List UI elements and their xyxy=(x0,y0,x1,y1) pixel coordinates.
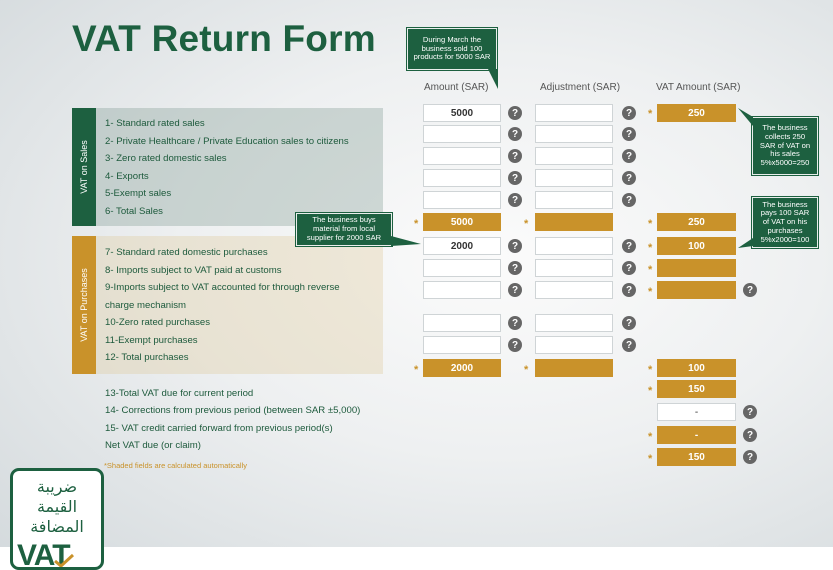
required-asterisk: * xyxy=(648,431,653,443)
help-icon[interactable]: ? xyxy=(508,106,522,120)
help-icon[interactable]: ? xyxy=(743,428,757,442)
amount-field-2[interactable] xyxy=(423,125,501,143)
vat-field-12: 100 xyxy=(657,359,736,377)
help-icon[interactable]: ? xyxy=(508,149,522,163)
purchases-section-band xyxy=(72,236,96,374)
help-icon[interactable]: ? xyxy=(743,405,757,419)
footer-strip xyxy=(0,547,833,570)
required-asterisk: * xyxy=(648,242,653,254)
adjustment-field-5[interactable] xyxy=(535,191,613,209)
sales-section-label: VAT on Sales xyxy=(79,140,89,194)
vat-field-13: 150 xyxy=(657,380,736,398)
help-icon[interactable]: ? xyxy=(622,106,636,120)
amount-field-7[interactable]: 2000 xyxy=(423,237,501,255)
column-header-amount: Amount (SAR) xyxy=(424,82,489,93)
vat-field-15: - xyxy=(657,426,736,444)
callout-pointer xyxy=(488,69,500,91)
required-asterisk: * xyxy=(648,364,653,376)
row-label-5: 5-Exempt sales xyxy=(105,188,172,199)
column-header-vat-amount: VAT Amount (SAR) xyxy=(656,82,741,93)
page-title: VAT Return Form xyxy=(72,18,376,59)
adjustment-field-6 xyxy=(535,213,613,231)
adjustment-field-4[interactable] xyxy=(535,169,613,187)
column-header-adjustment: Adjustment (SAR) xyxy=(540,82,621,93)
row-label-9a: 9-Imports subject to VAT accounted for through reverse xyxy=(105,282,340,293)
help-icon[interactable]: ? xyxy=(743,283,757,297)
help-icon[interactable]: ? xyxy=(508,316,522,330)
help-icon[interactable]: ? xyxy=(622,239,636,253)
amount-field-8[interactable] xyxy=(423,259,501,277)
row-label-net: Net VAT due (or claim) xyxy=(105,440,201,451)
logo-arabic-text: ضريبة القيمة المضافة xyxy=(30,477,84,536)
callout-pointer xyxy=(391,236,423,248)
required-asterisk: * xyxy=(414,364,419,376)
vat-field-8 xyxy=(657,259,736,277)
required-asterisk: * xyxy=(648,218,653,230)
shaded-fields-note: *Shaded fields are calculated automatically xyxy=(104,461,248,470)
help-icon[interactable]: ? xyxy=(508,171,522,185)
row-label-8: 8- Imports subject to VAT paid at customs xyxy=(105,265,282,276)
callout-pointer xyxy=(738,108,754,128)
help-icon[interactable]: ? xyxy=(622,261,636,275)
amount-field-5[interactable] xyxy=(423,191,501,209)
row-label-6: 6- Total Sales xyxy=(105,206,163,217)
amount-field-4[interactable] xyxy=(423,169,501,187)
row-label-10: 10-Zero rated purchases xyxy=(105,317,211,328)
adjustment-field-1[interactable] xyxy=(535,104,613,122)
help-icon[interactable]: ? xyxy=(622,316,636,330)
required-asterisk: * xyxy=(648,108,653,120)
row-label-11: 11-Exempt purchases xyxy=(105,335,198,346)
required-asterisk: * xyxy=(524,364,529,376)
callout-march-sales: During March the business sold 100 products for 5000 SAR xyxy=(407,28,497,70)
help-icon[interactable]: ? xyxy=(622,193,636,207)
row-label-7: 7- Standard rated domestic purchases xyxy=(105,247,268,258)
adjustment-field-10[interactable] xyxy=(535,314,613,332)
amount-field-3[interactable] xyxy=(423,147,501,165)
checkmark-icon xyxy=(53,553,75,567)
callout-pointer xyxy=(738,238,754,250)
vat-field-1: 250 xyxy=(657,104,736,122)
required-asterisk: * xyxy=(524,218,529,230)
callout-collects-vat: The business collects 250 SAR of VAT on his sales 5%x5000=250 xyxy=(752,117,818,175)
help-icon[interactable]: ? xyxy=(743,450,757,464)
adjustment-field-7[interactable] xyxy=(535,237,613,255)
row-label-4: 4- Exports xyxy=(105,171,149,182)
adjustment-field-9[interactable] xyxy=(535,281,613,299)
help-icon[interactable]: ? xyxy=(508,283,522,297)
adjustment-field-2[interactable] xyxy=(535,125,613,143)
help-icon[interactable]: ? xyxy=(508,193,522,207)
callout-buys-material: The business buys material from local supplier for 2000 SAR xyxy=(296,213,392,246)
logo-vat-text: VAT xyxy=(17,539,70,570)
help-icon[interactable]: ? xyxy=(622,338,636,352)
required-asterisk: * xyxy=(648,264,653,276)
purchases-section-label: VAT on Purchases xyxy=(79,268,89,342)
amount-field-9[interactable] xyxy=(423,281,501,299)
vat-field-6: 250 xyxy=(657,213,736,231)
amount-field-1[interactable]: 5000 xyxy=(423,104,501,122)
row-label-9b: charge mechanism xyxy=(105,300,187,311)
amount-field-12: 2000 xyxy=(423,359,501,377)
row-label-1: 1- Standard rated sales xyxy=(105,118,205,129)
amount-field-11[interactable] xyxy=(423,336,501,354)
vat-field-net: 150 xyxy=(657,448,736,466)
vat-field-9 xyxy=(657,281,736,299)
row-label-3: 3- Zero rated domestic sales xyxy=(105,153,227,164)
help-icon[interactable]: ? xyxy=(622,283,636,297)
help-icon[interactable]: ? xyxy=(622,149,636,163)
row-label-12: 12- Total purchases xyxy=(105,352,189,363)
row-label-2: 2- Private Healthcare / Private Education sales to citizens xyxy=(105,136,349,147)
row-label-13: 13-Total VAT due for current period xyxy=(105,388,254,399)
adjustment-field-12 xyxy=(535,359,613,377)
help-icon[interactable]: ? xyxy=(508,239,522,253)
row-label-15: 15- VAT credit carried forward from previous period(s) xyxy=(105,423,333,434)
vat-field-14[interactable]: - xyxy=(657,403,736,421)
required-asterisk: * xyxy=(648,385,653,397)
help-icon[interactable]: ? xyxy=(508,261,522,275)
help-icon[interactable]: ? xyxy=(508,127,522,141)
amount-field-10[interactable] xyxy=(423,314,501,332)
help-icon[interactable]: ? xyxy=(508,338,522,352)
vat-logo xyxy=(10,468,104,570)
row-label-14: 14- Corrections from previous period (between SAR ±5,000) xyxy=(105,405,361,416)
adjustment-field-8[interactable] xyxy=(535,259,613,277)
vat-field-7: 100 xyxy=(657,237,736,255)
callout-pays-vat: The business pays 100 SAR of VAT on his purchases 5%x2000=100 xyxy=(752,197,818,248)
help-icon[interactable]: ? xyxy=(622,127,636,141)
help-icon[interactable]: ? xyxy=(622,171,636,185)
adjustment-field-11[interactable] xyxy=(535,336,613,354)
amount-field-6: 5000 xyxy=(423,213,501,231)
required-asterisk: * xyxy=(648,286,653,298)
adjustment-field-3[interactable] xyxy=(535,147,613,165)
sales-section-band xyxy=(72,108,96,226)
required-asterisk: * xyxy=(414,218,419,230)
required-asterisk: * xyxy=(648,453,653,465)
